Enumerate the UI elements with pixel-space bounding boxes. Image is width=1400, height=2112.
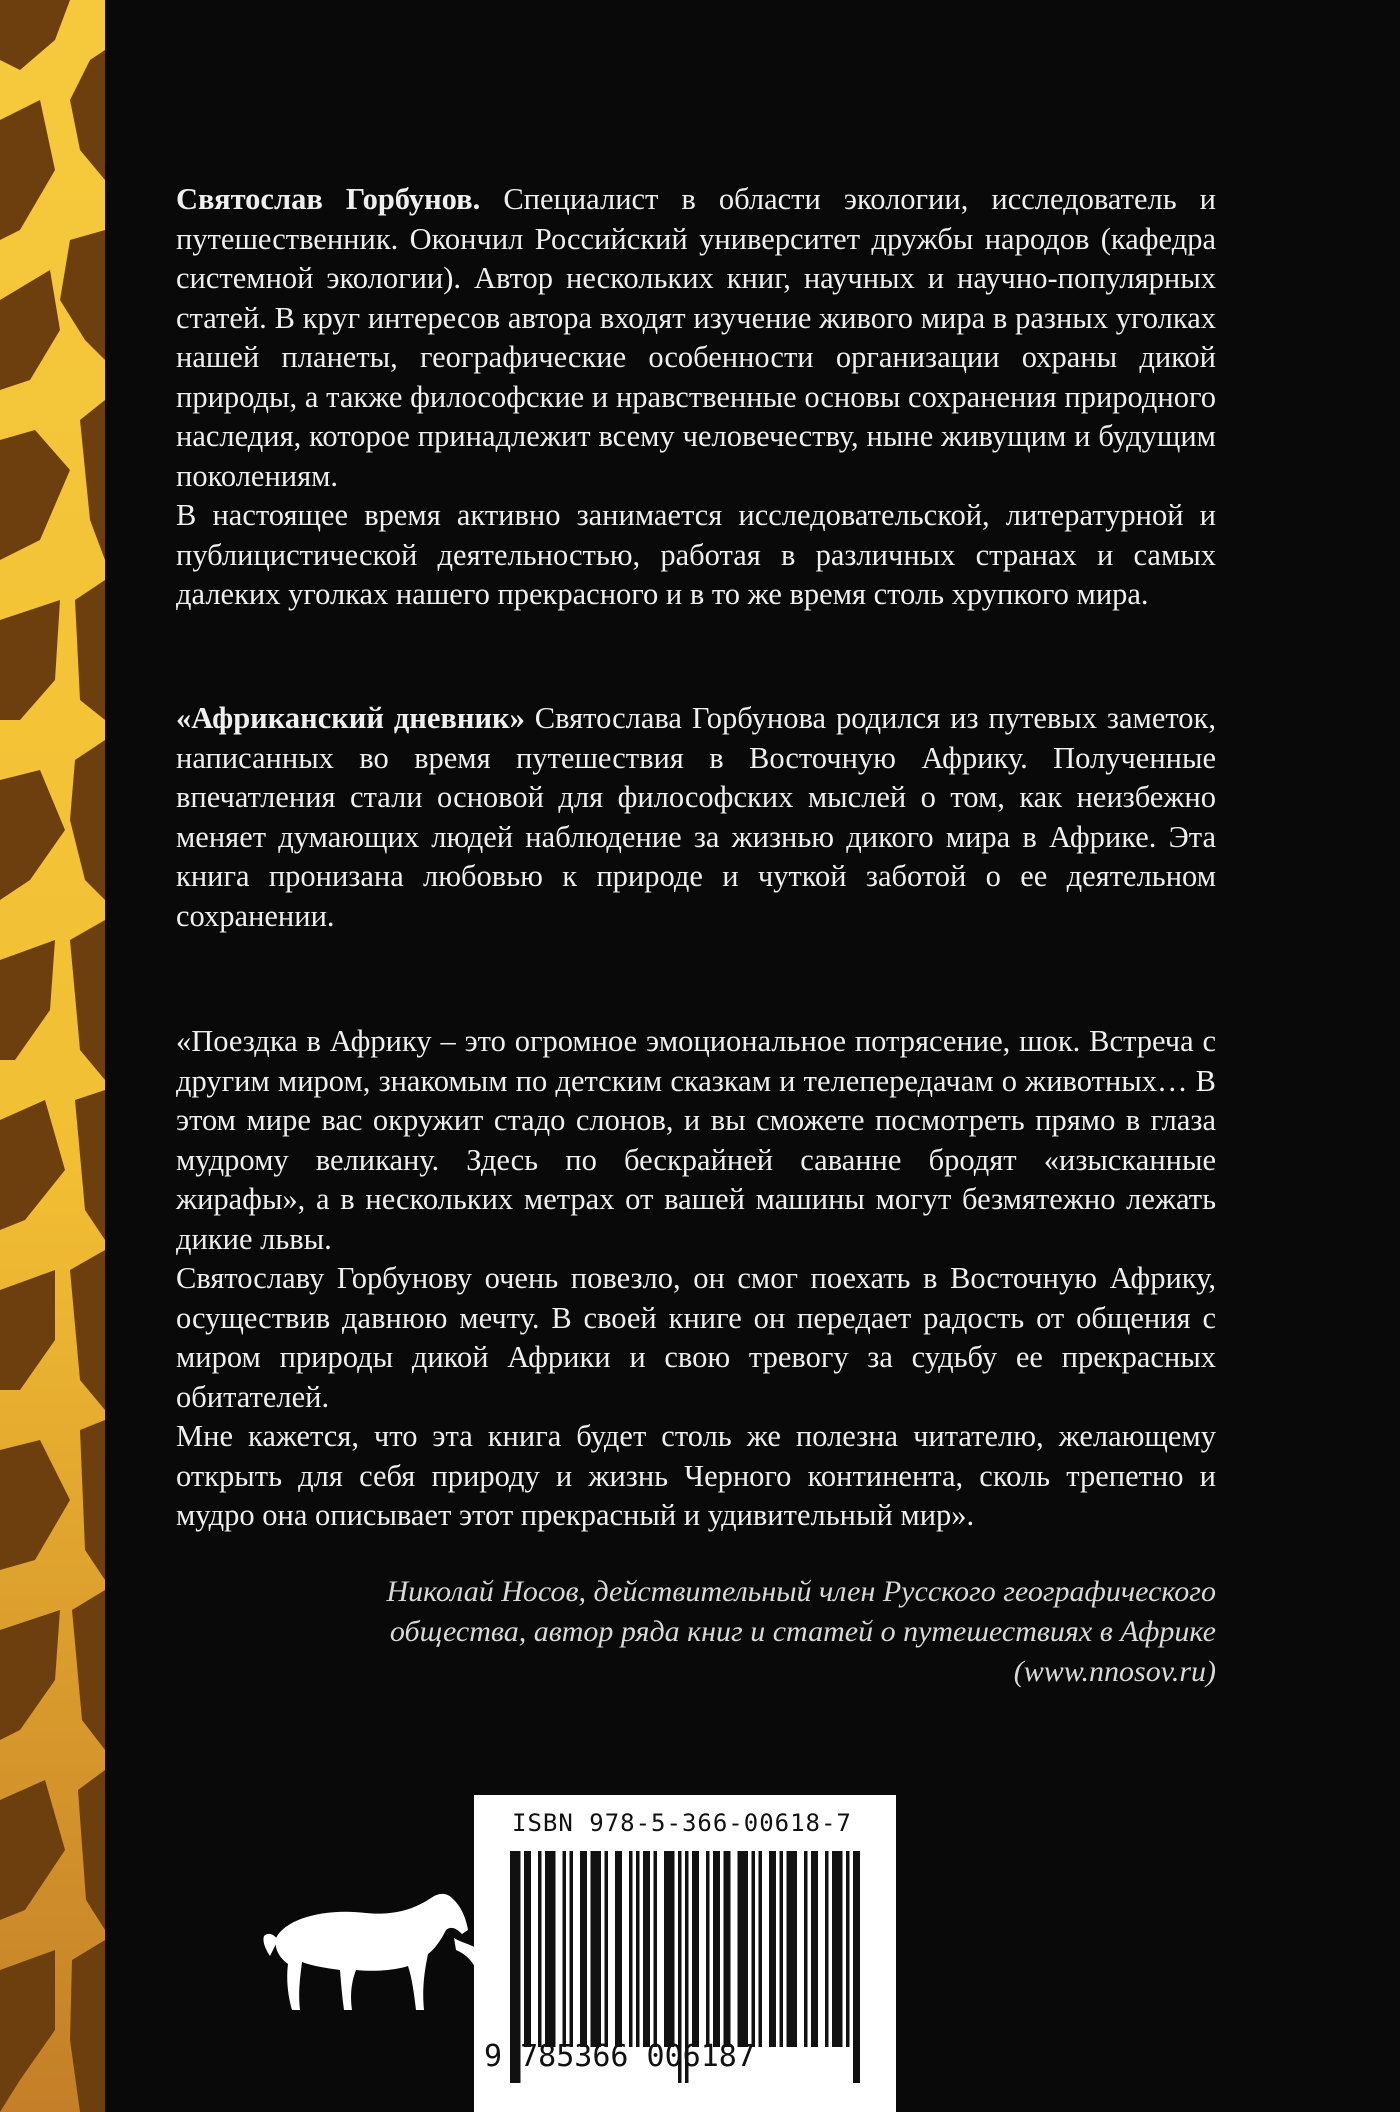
book-description-block xyxy=(176,699,1216,936)
review-block xyxy=(176,1022,1216,1536)
isbn-label: ISBN 978-5-366-00618-7 xyxy=(512,1809,852,1837)
book-title: «Африканский дневник» xyxy=(176,701,525,735)
barcode-bar xyxy=(832,1851,836,2047)
wildebeest-silhouette-icon xyxy=(256,1878,486,2018)
barcode-bar xyxy=(752,1851,756,2047)
signature-line-2: общества, автор ряда книг и статей о путешествиях в Африке xyxy=(389,1615,1216,1648)
barcode-bar xyxy=(769,1851,773,2047)
review-paragraph-2: Святославу Горбунову очень повезло, он смог поехать в Восточную Африку, осуществив давнюю мечту. В своей книге он передает радость от общения с миром природы дикой Африки и свою тревогу за судьбу ее прекрасных обитателей. xyxy=(176,1261,1216,1414)
barcode-bar xyxy=(671,1851,675,2047)
book-description-text: Святослава Горбунова родился из путевых заметок, написанных во время путешествия в Восточную Африку. Полученные впечатления стали основой для философских мыслей о том, как неизбежно меняет думающих людей наблюдение за жизнью дикого мира в Африке. Эта книга пронизана любовью к природе и чуткой заботой о ее деятельном сохранении. xyxy=(176,701,1216,933)
barcode-bar xyxy=(713,1851,717,2047)
barcode-bar xyxy=(647,1851,651,2047)
barcode-bar xyxy=(706,1851,710,2047)
barcode-bar xyxy=(780,1851,784,2047)
barcode-panel xyxy=(474,1795,896,2112)
barcode-bar xyxy=(664,1851,668,2047)
author-bio-paragraph xyxy=(176,180,1216,496)
barcode-digits: 9 785366 006187 xyxy=(484,2039,755,2074)
author-bio-text: Специалист в области экологии, исследователь и путешественник. Окончил Российский университет дружбы народов (кафедра системной экологии). Автор нескольких книг, научных и научно-популярных статей. В круг интересов автора входят изучение живого мира в разных уголках нашей планеты, географические особенности организации охраны дикой природы, а также философские и нравственные основы сохранения природного наследия, которое принадлежит всему человечеству, ныне живущим и будущим поколениям. xyxy=(176,182,1216,493)
barcode-bar xyxy=(853,1851,857,2083)
barcode-bar xyxy=(727,1851,731,2047)
barcode-bar xyxy=(759,1851,763,2047)
barcode-bar xyxy=(563,1851,567,2047)
barcode-bar xyxy=(696,1851,700,2047)
barcode-bar xyxy=(811,1851,815,2047)
barcode-bar xyxy=(615,1851,619,2047)
barcode-bar xyxy=(594,1851,598,2047)
barcode-bar xyxy=(773,1851,777,2047)
barcode-bar xyxy=(794,1851,798,2047)
barcode-bar xyxy=(643,1851,647,2047)
barcode-bar xyxy=(787,1851,791,2047)
barcode-bar xyxy=(524,1851,528,2047)
barcode-bar xyxy=(545,1851,549,2047)
barcode-bar xyxy=(605,1851,609,2047)
barcode-bar xyxy=(654,1851,658,2047)
barcode-bar xyxy=(538,1851,542,2047)
signature-line-1: Николай Носов, действительный член Русского географического xyxy=(386,1575,1216,1608)
barcode-bar xyxy=(549,1851,553,2047)
barcode-bar xyxy=(790,1851,794,2047)
review-paragraph-3: Мне кажется, что эта книга будет столь же полезна читателю, желающему открыть для себя природу и жизнь Черного континента, сколь трепетно и мудро она описывает этот прекрасный и удивительный мир». xyxy=(176,1419,1216,1532)
review-signature xyxy=(176,1572,1216,1692)
barcode-bar xyxy=(839,1851,843,2047)
review-paragraph-1: «Поездка в Африку – это огромное эмоциональное потрясение, шок. Встреча с другим миром, знакомым по детским сказкам и телепередачам о животных… В этом мире вас окружит стадо слонов, и вы сможете посмотреть прямо в глаза мудрому великану. Здесь по бескрайней саванне бродят «изысканные жирафы», а в нескольких метрах от вашей машины могут безмятежно лежать дикие львы. xyxy=(176,1024,1216,1256)
barcode-bar xyxy=(717,1851,721,2047)
barcode-bar xyxy=(591,1851,595,2047)
barcode-bar xyxy=(552,1851,556,2047)
barcode-bar xyxy=(598,1851,602,2047)
barcode-bar xyxy=(636,1851,640,2047)
barcode-bar xyxy=(629,1851,633,2047)
author-bio-block xyxy=(176,180,1216,615)
barcode-bar xyxy=(846,1851,850,2047)
barcode-bar xyxy=(570,1851,574,2047)
barcode-bar xyxy=(745,1851,749,2047)
barcode-bar xyxy=(825,1851,829,2047)
barcode-bar xyxy=(724,1851,728,2047)
book-description-paragraph xyxy=(176,699,1216,936)
signature-website: (www.nnosov.ru) xyxy=(1013,1655,1216,1688)
barcode-bar xyxy=(619,1851,623,2047)
barcode-bar xyxy=(738,1851,742,2047)
barcode-bar xyxy=(584,1851,588,2047)
barcode-bar xyxy=(528,1851,532,2047)
author-name: Святослав Горбунов. xyxy=(176,182,481,216)
author-activity-paragraph: В настоящее время активно занимается исследовательской, литературной и публицистической деятельностью, работая в различных странах и самых далеких уголках нашего прекрасного и в то же время столь хрупкого мира. xyxy=(176,498,1216,611)
barcode-bar xyxy=(668,1851,672,2047)
barcode-bar xyxy=(804,1851,808,2047)
animal-skin-stripe xyxy=(0,0,105,2112)
barcode-bar xyxy=(836,1851,840,2047)
barcode-bar xyxy=(580,1851,584,2047)
barcode-bar xyxy=(815,1851,819,2047)
barcode-bar xyxy=(741,1851,745,2047)
barcode-bar xyxy=(692,1851,696,2047)
barcode-bar xyxy=(857,1851,861,2083)
